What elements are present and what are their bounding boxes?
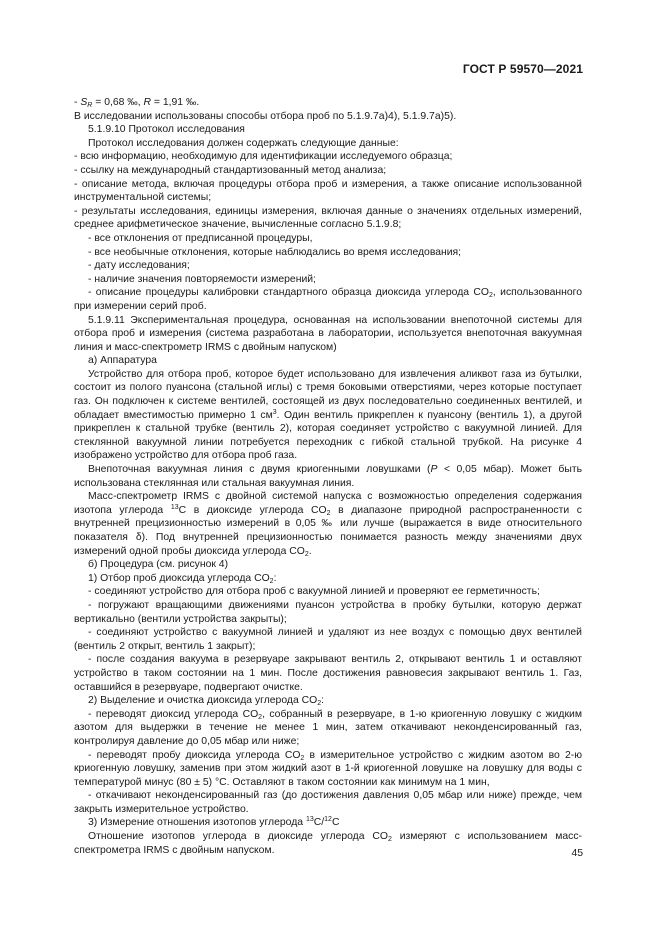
text: = 0,68 ‰, (92, 97, 144, 108)
text: : (273, 572, 277, 584)
text: измеряют с использованием масс-спектрометра IRMS с двойным напуском. (74, 831, 582, 856)
text: 1) Отбор проб диоксида углерода CO (88, 572, 270, 584)
section-heading: 5.1.9.10 Протокол исследования (88, 124, 245, 136)
text: < 0,05 мбар). Может быть использована стеклянная или стальная вакуумная линия. (74, 464, 582, 489)
list-item: - наличие значения повторяемости измерений; (88, 273, 316, 285)
list-item: - после создания вакуума в резервуаре закрывают вентиль 2, открывают вентиль 1 и оставляют устройство в таком состоянии на 1 мин. После достижения равновесия закрывают вентиль 1. Газ, оставшийся в резервуаре, подвергают очистке. (74, 654, 582, 693)
symbol-s: S (80, 97, 88, 108)
list-item (74, 286, 582, 313)
text: Масс-спектрометр IRMS с двойной системой напуска с возможностью определения содержания изотопа углерода (74, 491, 582, 516)
paragraph (74, 830, 582, 857)
subscript: 2 (269, 577, 274, 585)
step-heading (74, 572, 582, 586)
text: 2) Выделение и очистка диоксида углерода CO (88, 695, 318, 707)
text: 3) Измерение отношения изотопов углерода (88, 817, 306, 829)
subsection-heading: б) Процедура (см. рисунок 4) (88, 559, 229, 571)
page-number: 45 (571, 848, 583, 859)
list-item (74, 749, 582, 790)
list-item: - результаты исследования, единицы измерения, включая данные о значениях отдельных измерений, среднее арифметическое значение, вычисленные согласно 5.1.9.8; (74, 205, 582, 231)
text: в измерительное устройство с жидким азотом во 2-ю криогенную ловушку, заменив при этом жидкий азот в 1-й криогенной ловушке на ловушку для воды с температурой минус (80 ± 5) °С. Оставляют в таком состоянии как минимум на 1 мин, (74, 749, 582, 788)
symbol-p: P (430, 464, 438, 476)
text: Внепоточная вакуумная линия с двумя криогенными ловушками ( (88, 464, 431, 476)
subsection-heading: а) Аппаратура (88, 355, 157, 367)
superscript: 13 (305, 816, 314, 824)
paragraph: В исследовании использованы способы отбора проб по 5.1.9.7а)4), 5.1.9.7а)5). (74, 110, 457, 122)
text: . (308, 545, 312, 557)
superscript: 3 (272, 408, 277, 416)
subscript: 2 (489, 292, 493, 300)
subscript: 2 (317, 700, 322, 708)
text: - переводят диоксид углерода CO (88, 708, 259, 720)
list-item: - дату исследования; (88, 260, 190, 272)
list-item: - ссылку на международный стандартизованный метод анализа; (74, 164, 387, 176)
text: , использованного при измерении серий проб. (74, 287, 582, 312)
symbol-r: R (143, 97, 151, 108)
subscript: 2 (258, 713, 263, 721)
text: С (331, 817, 340, 829)
paragraph-sr-values (74, 96, 582, 110)
paragraph: Протокол исследования должен содержать следующие данные: (88, 137, 399, 149)
text: : (321, 695, 324, 707)
list-item: - все отклонения от предписанной процедуры, (88, 232, 313, 244)
paragraph (74, 490, 582, 558)
list-item (74, 708, 582, 749)
document-body (74, 96, 582, 857)
superscript: 12 (324, 816, 332, 824)
list-item: - описание метода, включая процедуры отбора проб и измерения, а также описание использованной инструментальной системы; (74, 178, 582, 204)
text: Устройство для отбора проб, которое будет использовано для извлечения аликвот газа из бутылки, состоит из полого пуансона (стальной иглы) с тремя боковыми отверстиями, через которые поступает газ. Он подключен к системе вентилей, состоящей из двух последовательно соединенных вентилей, и обладает вместимостью примерно 1 см (74, 368, 582, 421)
step-heading (74, 816, 582, 830)
standard-header: ГОСТ Р 59570—2021 (462, 62, 583, 76)
subscript: 2 (300, 754, 305, 762)
section-heading: 5.1.9.11 Экспериментальная процедура, основанная на использовании внепоточной системы для отбора проб и измерения (система разработана в лаборатории, используется внепоточная вакуумная линия и масс-спектрометр IRMS с двойным напуском) (74, 314, 582, 353)
list-item: - соединяют устройство с вакуумной линией и удаляют из нее воздух с помощью двух вентилей (вентиль 2 открыт, вентиль 1 закрыт); (74, 627, 582, 652)
list-item: - соединяют устройство для отбора проб с вакуумной линией и проверяют ее герметичность; (88, 586, 540, 598)
text: - (74, 97, 81, 108)
subscript-r: R (87, 102, 93, 109)
paragraph (74, 368, 582, 463)
list-item: - всю информацию, необходимую для идентификации исследуемого образца; (74, 151, 453, 163)
text: . Один вентиль прикреплен к пуансону (вентиль 1), а другой прикреплен к стальной трубке (вентиль 2), которая соединяет устройство с вакуумной линией. Для стеклянной вакуумной линии потребуется переходник с гибкой стальной трубкой. На рисунке 4 изображено устройство для отбора проб газа. (74, 409, 582, 462)
text: С/ (313, 817, 325, 829)
list-item: - погружают вращающими движениями пуансон устройства в пробку бутылки, которую держат вертикально (вентили устройства закрыты); (74, 599, 582, 625)
paragraph (74, 463, 582, 490)
text: , собранный в резервуаре, в 1-ю криогенную ловушку с жидким азотом для выдержки в течение не менее 1 мин, затем откачивают неконденсированный газ, контролируя давление до 0,05 мбар или ниже; (74, 708, 582, 747)
subscript: 2 (326, 509, 331, 517)
text: - описание процедуры калибровки стандартного образца диоксида углерода CO (88, 287, 489, 299)
subscript: 2 (304, 550, 309, 558)
list-item: - все необычные отклонения, которые наблюдались во время исследования; (88, 246, 462, 258)
list-item: - откачивают неконденсированный газ (до достижения давления 0,05 мбар или ниже) прежде, чем закрыть измерительное устройство. (74, 790, 582, 815)
subscript: 2 (387, 836, 392, 844)
text: Отношение изотопов углерода в диоксиде углерода CO (88, 831, 388, 843)
text: С в диоксиде углерода CO (178, 504, 327, 516)
superscript: 13 (170, 503, 179, 511)
text: = 1,91 ‰. (151, 97, 200, 108)
step-heading (74, 694, 582, 708)
text: в диапазоне природной распространенности с внутренней прецизионностью измерений в 0,05 ‰ или лучше (выражается в виде относительного показателя δ). Под внутренней прецизионностью понимается разность между значениями двух измерений одной пробы диоксида углерода CO (74, 504, 582, 557)
text: - переводят пробу диоксида углерода CO (88, 749, 301, 761)
